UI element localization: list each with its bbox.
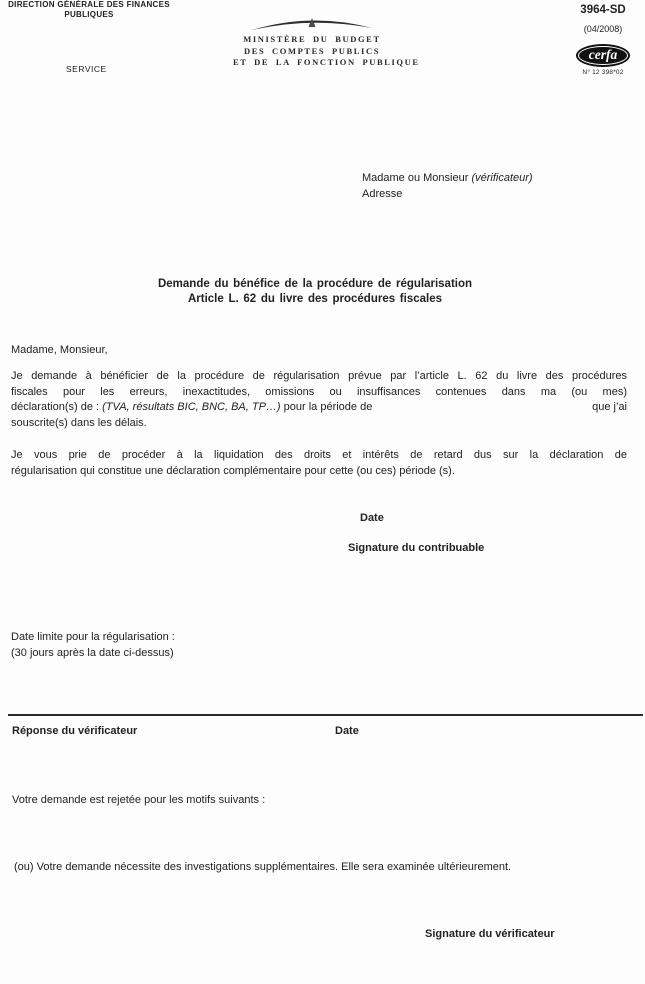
declaration-mid: pour la période de <box>280 401 373 413</box>
deadline-note <box>11 630 175 661</box>
paragraph-line: souscrite(s) dans les délais. <box>11 416 147 429</box>
recipient-address: Adresse <box>362 187 403 200</box>
service-label: SERVICE <box>66 64 107 74</box>
cerfa-number: N° 12 398*02 <box>582 69 624 76</box>
section-divider <box>8 714 643 716</box>
declaration-end: que j’ai <box>592 401 627 413</box>
ministry-name-line3: ET DE LA FONCTION PUBLIQUE <box>233 57 420 67</box>
agency-name-block <box>0 0 178 20</box>
declaration-types: (TVA, résultats BIC, BNC, BA, TP…) <box>102 401 281 413</box>
declaration-pre: déclaration(s) de : <box>11 401 103 413</box>
verifier-response-label: Réponse du vérificateur <box>12 725 138 737</box>
recipient-role: (vérificateur) <box>471 172 533 184</box>
form-reference-block <box>563 4 643 77</box>
recipient-line <box>362 171 533 187</box>
taxpayer-signature-label: Signature du contribuable <box>348 542 485 554</box>
ministry-logo <box>233 10 420 69</box>
paragraph-line: Je vous prie de procéder à la liquidation des droits et intérêts de retard dus sur la déclaration de <box>11 449 627 461</box>
date-label: Date <box>360 512 384 524</box>
ministry-name-line2: DES COMPTES PUBLICS <box>243 45 381 56</box>
paragraph-line: fiscales pour les erreurs, inexactitudes, omissions ou insuffisances contenues dans ma (ou mes) <box>11 385 627 398</box>
deadline-line1: Date limite pour la régularisation : <box>11 631 175 643</box>
verifier-signature-label: Signature du vérificateur <box>425 928 555 940</box>
investigation-note: (ou) Votre demande nécessite des investigations supplémentaires. Elle sera examinée ultérieurement. <box>14 861 512 873</box>
form-version: (04/2008) <box>583 24 623 34</box>
salutation: Madame, Monsieur, <box>11 344 108 356</box>
document-title-line2: Article L. 62 du livre des procédures fiscales <box>187 293 443 306</box>
liquidation-paragraph <box>11 448 627 479</box>
agency-name-line2: PUBLIQUES <box>64 10 114 19</box>
document-title-line1: Demande du bénéfice de la procédure de régularisation <box>157 278 473 290</box>
agency-name-line1: DIRECTION GÉNÉRALE DES FINANCES <box>8 0 170 9</box>
declaration-segment <box>11 400 372 416</box>
form-number: 3964-SD <box>580 4 626 16</box>
deadline-line2: (30 jours après la date ci-dessus) <box>11 646 174 659</box>
request-paragraph <box>11 369 627 431</box>
verifier-date-label: Date <box>335 725 359 737</box>
paragraph-line <box>11 400 627 416</box>
rejection-reason-text: Votre demande est rejetée pour les motifs suivants : <box>12 794 266 806</box>
recipient-civility: Madame ou Monsieur <box>362 172 472 184</box>
paragraph-line: régularisation qui constitue une déclaration complémentaire pour cette (ou ces) période (s). <box>11 464 455 477</box>
recipient-block <box>362 171 533 202</box>
cerfa-badge <box>576 44 630 67</box>
cerfa-label: cerfa <box>588 47 618 62</box>
ministry-name-line1: MINISTÈRE DU BUDGET <box>243 34 381 44</box>
ministry-swoosh-icon <box>250 10 374 32</box>
paragraph-line: Je demande à bénéficier de la procédure de régularisation prévue par l’article L. 62 du livre des procédures <box>11 370 627 382</box>
document-title <box>0 277 630 307</box>
